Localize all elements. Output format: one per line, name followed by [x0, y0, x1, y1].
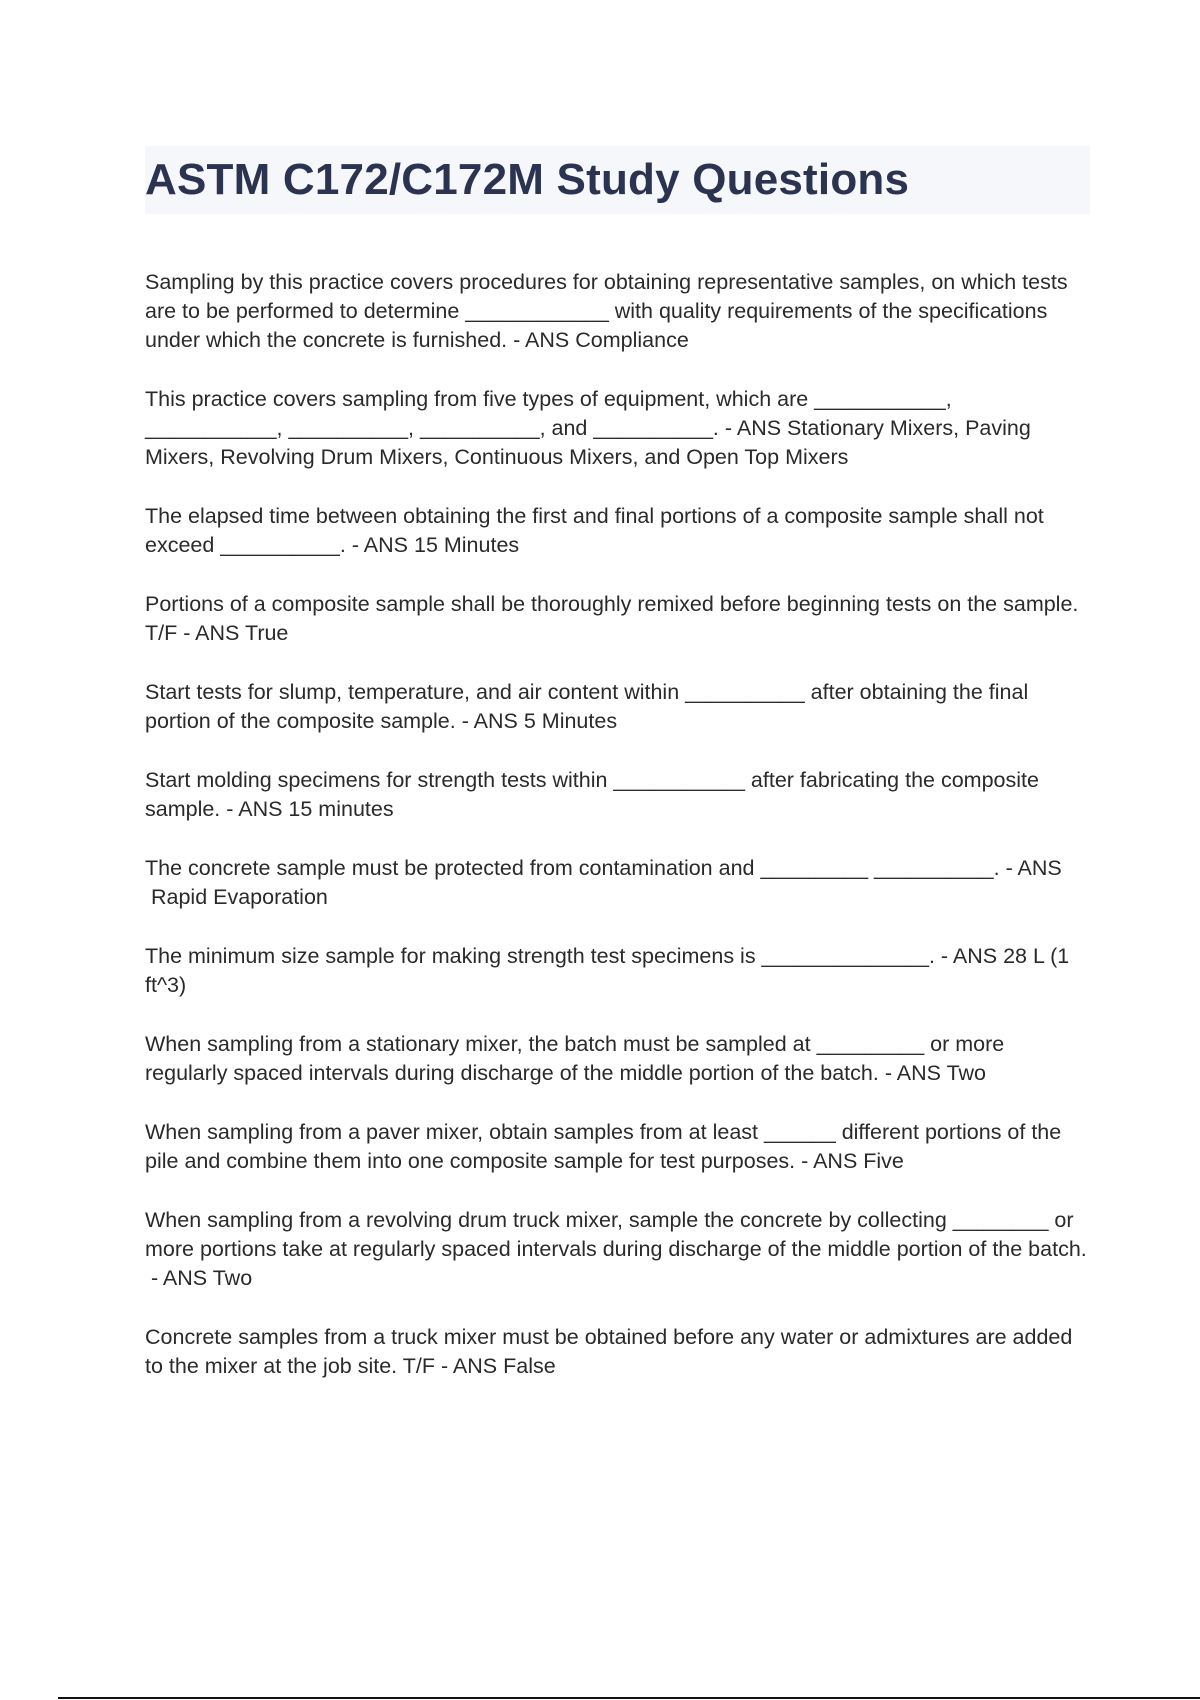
question-item [145, 1206, 1090, 1293]
answer-marker: - ANS [724, 416, 782, 440]
answer-text: 28 L (1 ft^3) [145, 944, 1070, 997]
answer-text: Rapid Evaporation [150, 885, 328, 909]
question-item [145, 1323, 1090, 1381]
answer-marker: - ANS [1005, 856, 1062, 880]
question-text: Concrete samples from a truck mixer must be obtained before any water or admixtures are added to the mixer at the job site. T/F [145, 1325, 1073, 1378]
question-item [145, 942, 1090, 1000]
question-text: Sampling by this practice covers procedures for obtaining representative samples, on which tests are to be performed to determine ____________ with quality requirements of the specifications under which the concrete is furnished. [145, 270, 1068, 352]
answer-marker: - ANS [150, 1266, 208, 1290]
question-item [145, 1118, 1090, 1176]
page-bottom-rule [58, 1697, 1200, 1699]
answer-text: 15 Minutes [413, 533, 520, 557]
question-item [145, 766, 1090, 824]
question-item [145, 385, 1090, 472]
question-text: When sampling from a stationary mixer, the batch must be sampled at _________ or more regularly spaced intervals during discharge of the middle portion of the batch. [145, 1032, 1005, 1085]
question-text: When sampling from a revolving drum truck mixer, sample the concrete by collecting ________ or more portions take at regularly spaced intervals during discharge of the middle portion of the batch. [145, 1208, 1087, 1261]
question-list [145, 268, 1090, 1411]
question-text: Start tests for slump, temperature, and air content within __________ after obtaining the final portion of the composite sample. [145, 680, 1029, 733]
page-title: ASTM C172/C172M Study Questions [145, 155, 910, 204]
question-item [145, 268, 1090, 355]
question-text: The minimum size sample for making strength test specimens is ______________. [145, 944, 935, 968]
answer-text: False [503, 1354, 556, 1378]
answer-marker: - ANS [183, 621, 240, 645]
question-item [145, 678, 1090, 736]
answer-text: Stationary Mixers, Paving Mixers, Revolving Drum Mixers, Continuous Mixers, and Open Top Mixers [145, 416, 1031, 469]
question-text: The elapsed time between obtaining the first and final portions of a composite sample shall not exceed __________. [145, 504, 1044, 557]
answer-marker: - ANS [226, 797, 283, 821]
question-item [145, 1030, 1090, 1088]
question-text: This practice covers sampling from five types of equipment, which are ___________, ___________, __________, __________, and __________. [145, 387, 952, 440]
answer-text: 5 Minutes [523, 709, 618, 733]
question-text: Portions of a composite sample shall be thoroughly remixed before beginning tests on the sample. T/F [145, 592, 1079, 645]
answer-marker: - ANS [461, 709, 518, 733]
answer-marker: - ANS [884, 1061, 941, 1085]
answer-text: 15 minutes [288, 797, 394, 821]
answer-marker: - ANS [351, 533, 408, 557]
question-item [145, 502, 1090, 560]
answer-text: Two [946, 1061, 986, 1085]
answer-text: True [244, 621, 289, 645]
answer-text: Two [212, 1266, 253, 1290]
answer-text: Five [863, 1149, 904, 1173]
answer-text: Compliance [575, 328, 689, 352]
question-text: When sampling from a paver mixer, obtain samples from at least ______ different portions of the pile and combine them into one composite sample for test purposes. [145, 1120, 1062, 1173]
answer-marker: - ANS [440, 1354, 498, 1378]
question-text: The concrete sample must be protected from contamination and _________ __________. [145, 856, 1000, 880]
answer-marker: - ANS [940, 944, 998, 968]
question-item [145, 854, 1090, 912]
answer-marker: - ANS [801, 1149, 858, 1173]
question-text: Start molding specimens for strength tests within ___________ after fabricating the composite sample. [145, 768, 1039, 821]
question-item [145, 590, 1090, 648]
answer-marker: - ANS [513, 328, 570, 352]
